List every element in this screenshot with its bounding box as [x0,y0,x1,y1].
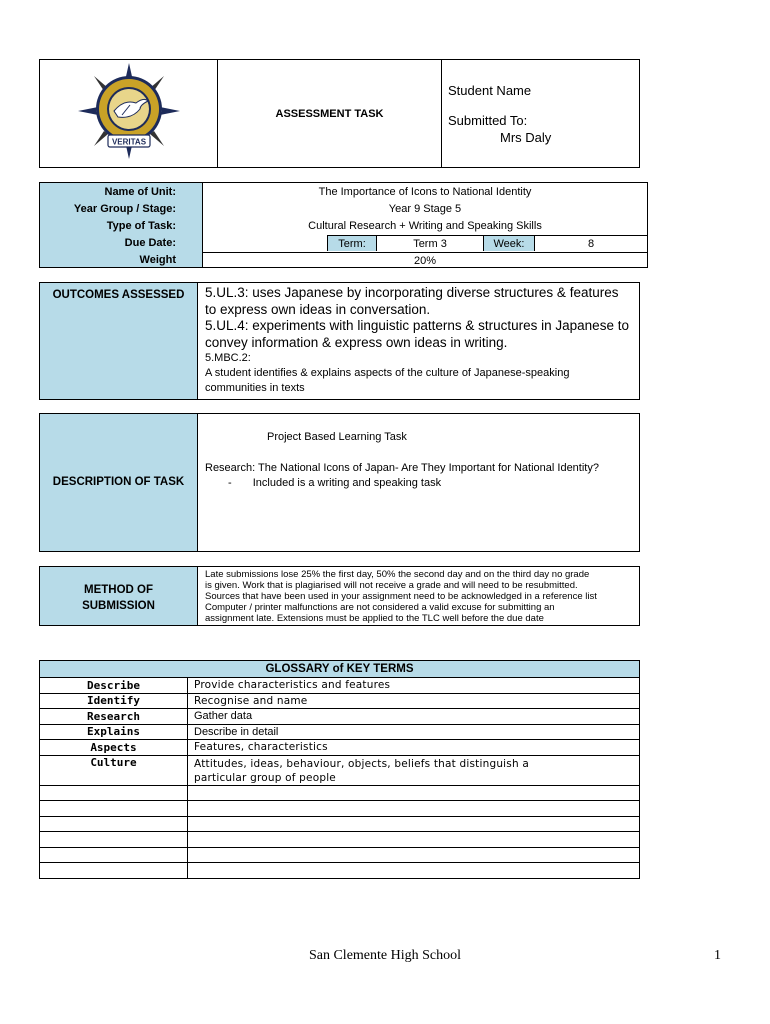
glossary-title: GLOSSARY of KEY TERMS [40,661,640,678]
submission-line: Sources that have been used in your assignment need to be acknowledged in a reference list [205,591,597,602]
description-label-box [39,413,198,552]
submission-line: Late submissions lose 25% the first day, 50% the second day and on the third day no grade [205,569,590,580]
submitted-to-label: Submitted To: [448,112,528,128]
student-name-label: Student Name [448,82,532,98]
teacher-name: Mrs Daly [500,129,552,145]
unit-name: The Importance of Icons to National Identity [318,186,532,198]
table-row [40,832,640,848]
table-row [40,785,640,801]
description-box [197,413,640,552]
glossary-term: Culture [40,755,188,785]
glossary-term: Describe [40,678,188,694]
unit-labels-box [39,182,203,268]
table-row [40,816,640,832]
table-row [40,801,640,817]
unit-values-box [202,182,648,268]
description-label: DESCRIPTION OF TASK [52,476,185,488]
label-name-of-unit: Name of Unit: [104,186,176,198]
outcomes-label: OUTCOMES ASSESSED [52,289,185,301]
glossary-definition: Describe in detail [188,724,640,740]
description-bullet: Included is a writing and speaking task [252,477,442,489]
student-info-cell [442,60,640,168]
outcome-3-code: 5.MBC.2: [205,352,251,364]
table-row [40,863,640,879]
outcomes-label-box [39,282,198,400]
logo-cell [40,60,218,168]
table-row [40,693,640,709]
submission-label-1: METHOD OF [84,584,153,596]
glossary-term: Explains [40,724,188,740]
term-label: Term: [327,235,377,251]
outcome-1: 5.UL.3: uses Japanese by incorporating diverse structures & features to express own ideas in conversation. [205,285,619,317]
assessment-title-cell [218,60,442,168]
description-heading: Project Based Learning Task [267,431,407,443]
description-bullet-row [198,476,639,491]
glossary-definition: Recognise and name [188,693,640,709]
table-row [40,847,640,863]
glossary-definition: Gather data [188,709,640,725]
glossary-definition: Features, characteristics [188,740,640,756]
outcome-2: 5.UL.4: experiments with linguistic patterns & structures in Japanese to convey information & express own ideas in writing. [205,318,629,350]
label-type-of-task: Type of Task: [106,220,176,232]
label-year-group: Year Group / Stage: [73,203,176,215]
term-value: Term 3 [377,235,483,251]
due-date-row [203,235,647,252]
glossary-term: Aspects [40,740,188,756]
unit-weight: 20% [203,252,647,270]
submission-label-2: SUBMISSION [82,600,155,612]
unit-year-stage: Year 9 Stage 5 [388,203,462,215]
submission-label-box [39,566,198,626]
table-row [40,755,640,785]
school-crest-icon [74,61,184,161]
glossary-definition-line: particular group of people [194,771,336,784]
label-due-date: Due Date: [124,237,176,249]
week-value: 8 [535,235,647,251]
footer-school: San Clemente High School [308,948,462,963]
description-research: Research: The National Icons of Japan- Are They Important for National Identity? [205,462,599,474]
label-weight: Weight [139,254,176,266]
crest-motto: VERITAS [111,137,146,147]
submission-box [197,566,640,626]
glossary-definition: Provide characteristics and features [188,678,640,694]
header-table [39,59,640,168]
glossary-term: Research [40,709,188,725]
outcomes-box [197,282,640,400]
bullet-dash: - [228,477,232,489]
glossary-table [39,660,640,879]
table-row [40,740,640,756]
assessment-title: ASSESSMENT TASK [275,107,384,120]
glossary-definition [188,755,640,785]
submission-line: Computer / printer malfunctions are not considered a valid excuse for submitting an [205,602,555,613]
table-row [40,678,640,694]
outcome-3: A student identifies & explains aspects of the culture of Japanese-speaking communities in texts [205,367,570,394]
table-row [40,724,640,740]
unit-task-type: Cultural Research + Writing and Speaking Skills [308,220,542,232]
week-label: Week: [483,235,535,251]
glossary-definition-line: Attitudes, ideas, behaviour, objects, beliefs that distinguish a [194,757,529,770]
glossary-term: Identify [40,693,188,709]
table-row [40,709,640,725]
page-number: 1 [714,948,721,963]
submission-line: assignment late. Extensions must be applied to the TLC well before the due date [205,613,544,624]
submission-line: is given. Work that is plagiarised will not receive a grade and will need to be resubmitted. [205,580,578,591]
